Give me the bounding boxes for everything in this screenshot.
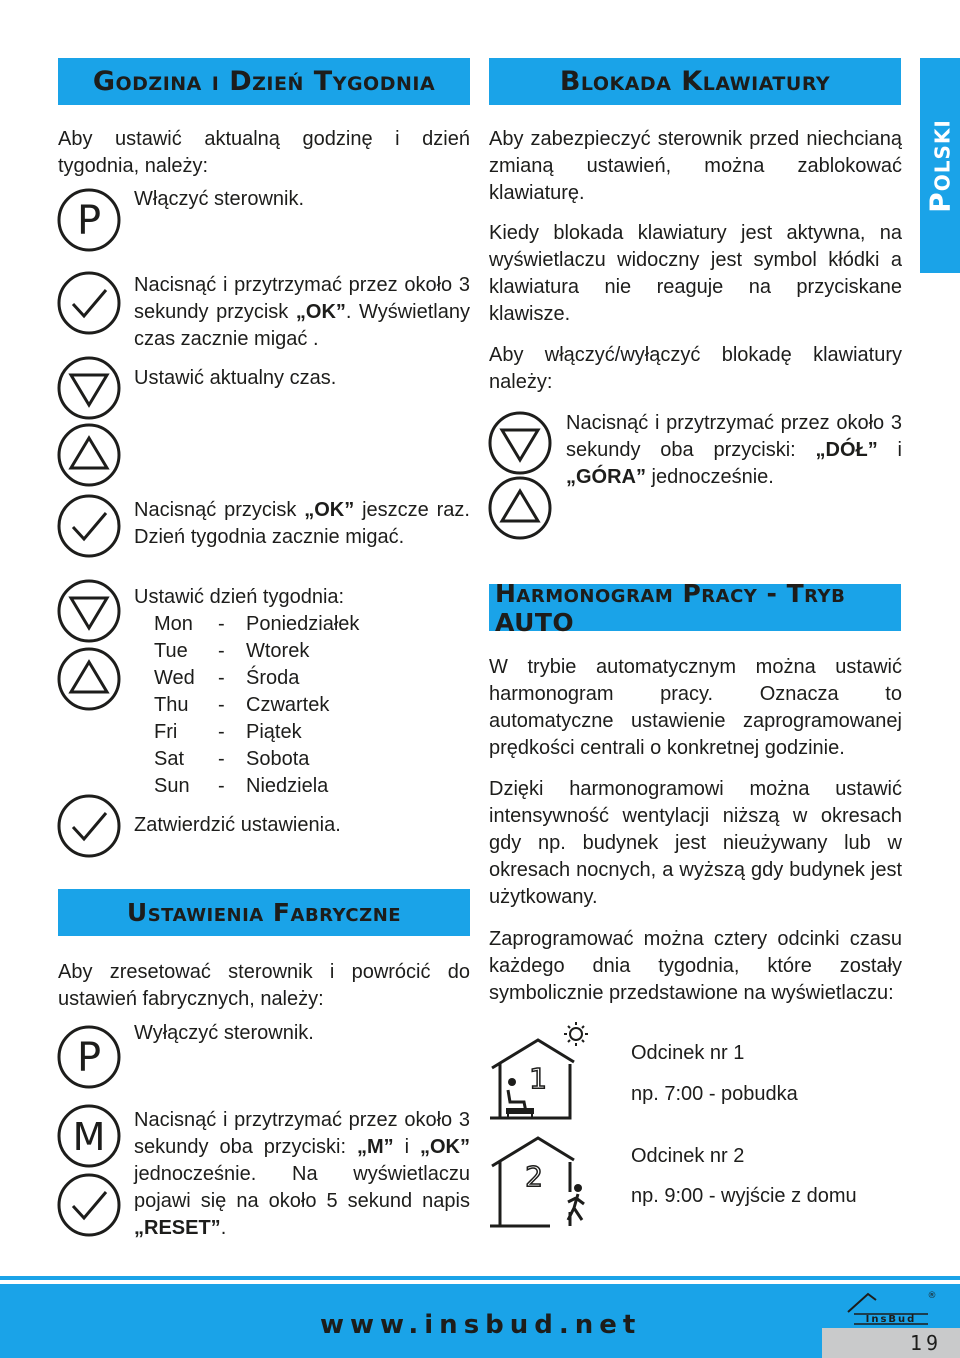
button-letter-p: P	[76, 198, 102, 244]
schedule-paragraph-1: W trybie automatycznym można ustawić harmonogram pracy. Oznacza to automatyczne ustawienie zaprogramowanej prędkości centrali o konkretnej godzinie.	[489, 656, 902, 759]
registered-mark: ®	[927, 1291, 937, 1301]
language-label: Polski	[923, 118, 957, 213]
insbud-logo	[846, 1288, 938, 1326]
up-arrow-icon	[56, 646, 122, 712]
m-button-icon	[56, 1103, 122, 1169]
day-row: Wed - Środa	[154, 667, 300, 689]
period-1-house-icon	[486, 1020, 596, 1120]
section-title: Blokada Klawiatury	[559, 66, 831, 97]
day-row: Thu - Czwartek	[154, 694, 330, 716]
footer-divider	[0, 1276, 960, 1280]
step-set-day: Ustawić dzień tygodnia:	[134, 586, 345, 608]
period-number: 1	[529, 1062, 547, 1095]
section-title: Harmonogram Pracy - Tryb AUTO	[495, 578, 846, 637]
section-header-time-day	[58, 58, 470, 105]
button-letter-p: P	[76, 1035, 102, 1081]
step-hold-m-ok: Nacisnąć i przytrzymać przez około 3 sekundy oba przyciski: „M” i „OK” jednocześnie. Na wyświetlaczu pojawi się na około 5 sekund napis „RESET”.	[134, 1109, 470, 1239]
step-hold-ok: Nacisnąć i przytrzymać przez około 3 sekundy przycisk „OK”. Wyświetlany czas zacznie migać .	[134, 274, 470, 350]
page-number-box	[822, 1328, 960, 1358]
reset-intro-text: Aby zresetować sterownik i powrócić do ustawień fabrycznych, należy:	[58, 961, 470, 1010]
power-button-icon	[56, 187, 122, 253]
lock-paragraph-3: Aby włączyć/wyłączyć blokadę klawiatury należy:	[489, 344, 902, 393]
period-1-example: np. 7:00 - pobudka	[631, 1083, 798, 1105]
down-arrow-icon	[56, 578, 122, 644]
up-arrow-icon	[487, 475, 553, 541]
lock-paragraph-1: Aby zabezpieczyć sterownik przed niechcianą zmianą ustawień, można zablokować klawiaturę.	[489, 128, 902, 204]
period-2-house-icon	[486, 1128, 596, 1228]
schedule-paragraph-3: Zaprogramować można cztery odcinki czasu każdego dnia tygodnia, które zostały symbolicznie przedstawione na wyświetlaczu:	[489, 928, 902, 1004]
period-1-label: Odcinek nr 1	[631, 1042, 745, 1064]
section-title: Ustawienia Fabryczne	[126, 898, 402, 927]
step-confirm: Zatwierdzić ustawienia.	[134, 814, 341, 836]
website-url[interactable]: www.insbud.net	[320, 1310, 642, 1340]
period-2-example: np. 9:00 - wyjście z domu	[631, 1185, 857, 1207]
power-button-icon	[56, 1024, 122, 1090]
day-row: Fri - Piątek	[154, 721, 302, 743]
button-letter-m: M	[72, 1115, 106, 1159]
step-turn-off: Wyłączyć sterownik.	[134, 1022, 314, 1044]
day-row: Sun - Niedziela	[154, 775, 329, 797]
ok-check-icon	[56, 493, 122, 559]
step-turn-on: Włączyć sterownik.	[134, 188, 305, 210]
period-2-label: Odcinek nr 2	[631, 1145, 745, 1167]
logo-text: InsBud	[865, 1314, 917, 1325]
down-arrow-icon	[56, 355, 122, 421]
intro-text: Aby ustawić aktualną godzinę i dzień tygodnia, należy:	[58, 128, 470, 177]
section-title: Godzina i Dzień Tygodnia	[92, 66, 436, 97]
language-side-tab	[920, 58, 960, 273]
section-header-schedule	[489, 578, 901, 637]
day-row: Mon - Poniedziałek	[154, 613, 360, 635]
ok-check-icon	[56, 270, 122, 336]
down-arrow-icon	[487, 410, 553, 476]
ok-check-icon	[56, 793, 122, 859]
day-row: Sat - Sobota	[154, 748, 310, 770]
step-ok-again: Nacisnąć przycisk „OK” jeszcze raz. Dzień tygodnia zacznie migać.	[134, 499, 470, 548]
days-list	[154, 611, 359, 800]
section-header-keyboard-lock	[489, 58, 901, 105]
ok-check-icon	[56, 1172, 122, 1238]
lock-paragraph-2: Kiedy blokada klawiatury jest aktywna, na wyświetlaczu widoczny jest symbol kłódki a klawiatura nie reaguje na przyciskane klawisze.	[489, 222, 902, 325]
step-set-time: Ustawić aktualny czas.	[134, 367, 337, 389]
page-number: 19	[909, 1331, 942, 1355]
period-number: 2	[525, 1160, 543, 1193]
step-hold-down-up: Nacisnąć i przytrzymać przez około 3 sekundy oba przyciski: „DÓŁ” i „GÓRA” jednocześnie.	[566, 412, 903, 488]
up-arrow-icon	[56, 422, 122, 488]
section-header-factory-reset	[58, 889, 470, 936]
schedule-paragraph-2: Dzięki harmonogramowi można ustawić intensywność wentylacji niższą w okresach gdy np. budynek jest nieużywany lub w okresach nocnych, a wyższą gdy budynek jest użytkowany.	[489, 778, 902, 908]
day-row: Tue - Wtorek	[154, 640, 310, 662]
